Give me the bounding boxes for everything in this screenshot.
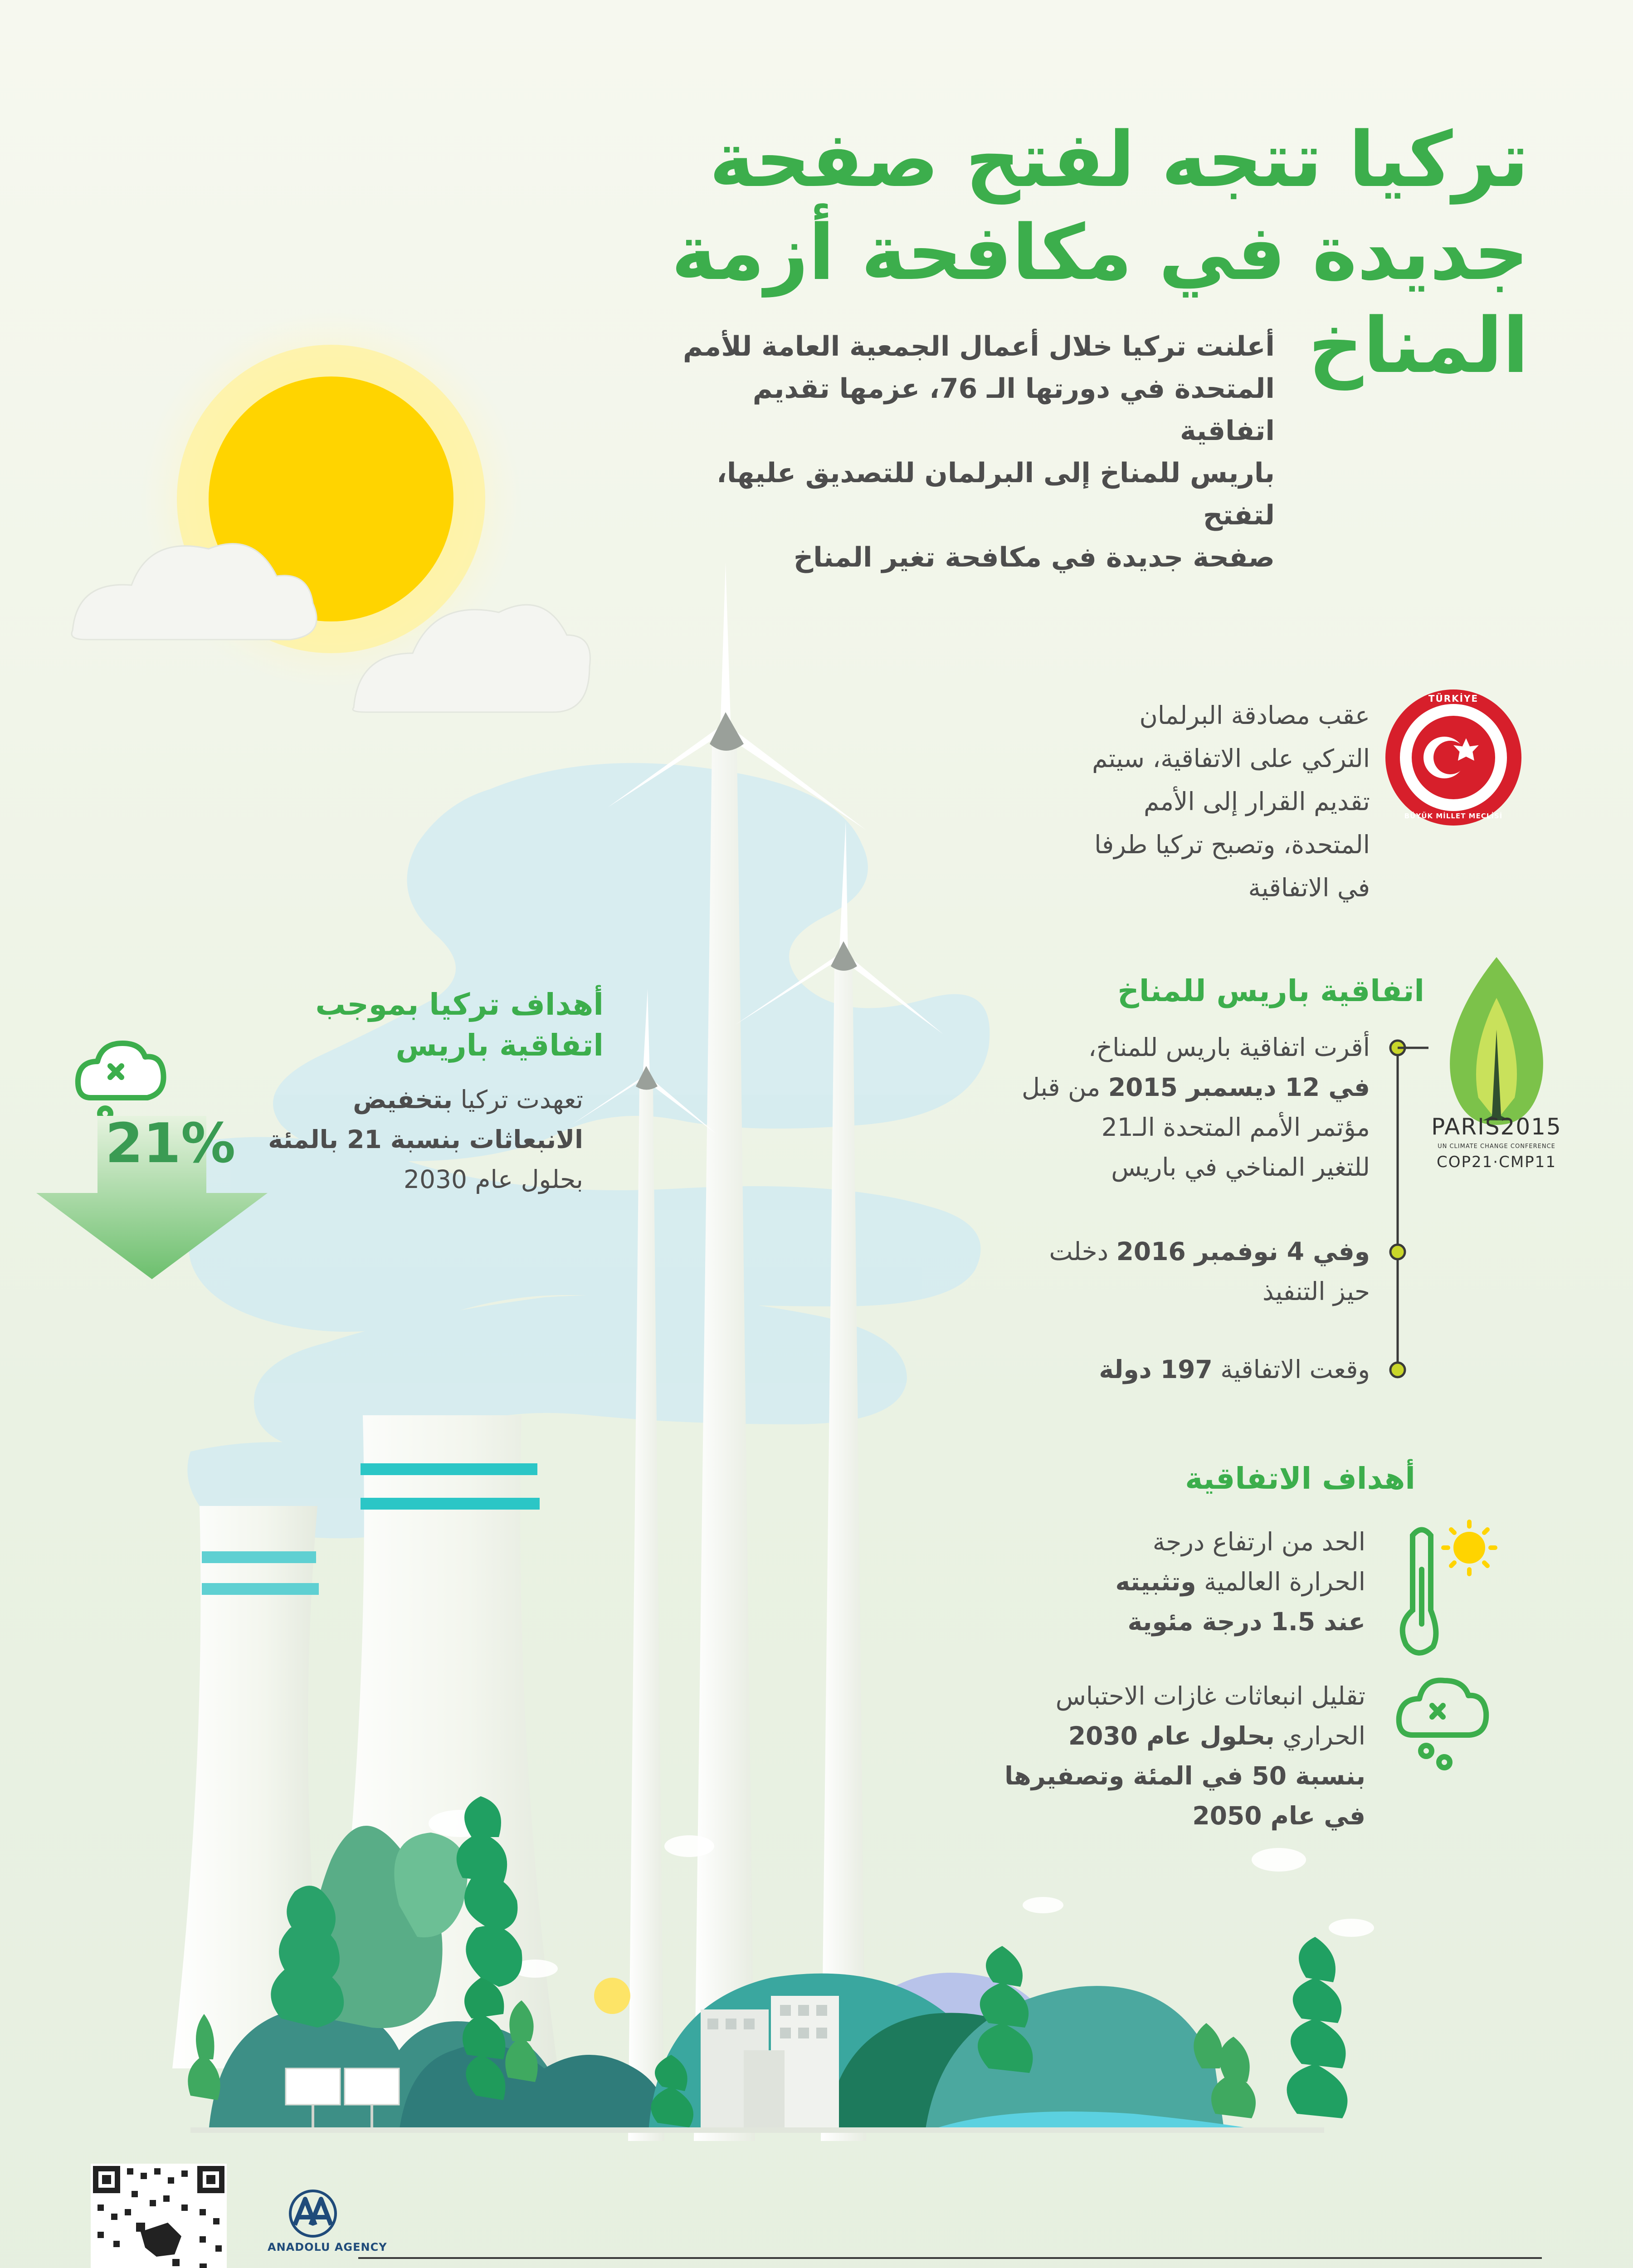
turkey-goals-heading [241,984,604,1066]
parliament-line-4: المتحدة، وتصبح تركيا طرفا [1094,830,1370,859]
paris-item-3 [871,1349,1370,1389]
turkey-goals-line-3: بحلول عام 2030 [404,1165,583,1194]
paris-item-2 [871,1232,1370,1311]
seal-top-text: TÜRKİYE [1428,693,1479,704]
paris-logo-main: PARIS2015 [1431,1114,1562,1140]
paris-item-1-line-2 [871,1067,1370,1107]
goal-1-line-2-bold: وتثبيته [1115,1567,1196,1596]
goal-2-line-4-bold: في عام 2050 [1192,1801,1365,1830]
intro-paragraph [672,326,1275,579]
parliament-paragraph [916,694,1370,909]
turkey-goals-paragraph [175,1080,583,1199]
parliament-line-3: تقديم القرار إلى الأمم [1143,787,1370,816]
turkey-goals-heading-line-1: أهداف تركيا بموجب [315,987,604,1022]
parliament-line-2: التركي على الاتفاقية، سيتم [1092,744,1370,773]
intro-line-2: المتحدة في دورتها الـ 76، عزمها تقديم اتفاقية [752,373,1275,447]
paris-agreement-heading: اتفاقية باريس للمناخ [1117,973,1424,1008]
goal-2 [844,1676,1365,1836]
reduction-percent: 21% [105,1112,236,1175]
timeline [1390,1041,1428,1377]
goal-2-line-2-rest: الحراري [1274,1721,1365,1750]
turkey-goals-line-2 [175,1119,583,1159]
goal-2-line-4 [844,1796,1365,1836]
paris-item-2-line-2: حيز التنفيذ [1263,1277,1370,1306]
goal-1-line-3 [867,1602,1365,1642]
qr-code [91,2164,227,2268]
paris-item-3-count: 197 دولة [1099,1355,1213,1384]
intro-line-4: صفحة جديدة في مكافحة تغير المناخ [793,542,1275,573]
paris-item-2-date: وفي 4 نوفمبر 2016 [1116,1237,1370,1266]
goal-2-line-2 [844,1716,1365,1756]
paris-logo-cop: COP21·CMP11 [1437,1153,1556,1171]
cloud-x-goal-icon [1399,1681,1486,1768]
thermometer-icon [1403,1530,1436,1653]
paris-item-2-line-1 [871,1232,1370,1271]
goals-heading: أهداف الاتفاقية [1185,1461,1415,1496]
parliament-line-5: في الاتفاقية [1248,873,1370,902]
goal-1-line-3-bold: عند 1.5 درجة مئوية [1127,1607,1365,1636]
intro-line-3: باريس للمناخ إلى البرلمان للتصديق عليها، لتفتح [717,457,1275,531]
title-line-2: جديدة في مكافحة أزمة [671,208,1529,297]
anadolu-agency-logo-icon [290,2191,336,2236]
paris-item-1 [871,1027,1370,1187]
goal-1 [867,1522,1365,1642]
turkey-goals-line-2-bold: الانبعاثات بنسبة 21 بالمئة [268,1125,583,1154]
goal-1-line-1: الحد من ارتفاع درجة [1152,1527,1365,1556]
turkish-parliament-seal-icon [1385,689,1521,826]
goal-1-line-2 [867,1562,1365,1602]
intro-line-1: أعلنت تركيا خلال أعمال الجمعية العامة للأمم [683,331,1275,362]
paris-item-1-date: في 12 ديسمبر 2015 [1108,1073,1370,1102]
goal-2-line-3 [844,1756,1365,1796]
parliament-line-1: عقب مصادقة البرلمان [1139,701,1370,730]
goal-2-line-2-bold: بحلول عام 2030 [1068,1721,1275,1750]
seal-bottom-text: BÜYÜK MİLLET MECLİSİ [1404,812,1503,820]
title-line-1: تركيا تتجه لفتح صفحة [709,115,1529,204]
paris-item-1-line-3: مؤتمر الأمم المتحدة الـ21 [1101,1113,1370,1142]
agency-name: ANADOLU AGENCY [268,2241,387,2253]
footer-divider [358,2257,1542,2259]
sun-small-icon [1443,1522,1495,1574]
paris-2015-logo [1450,957,1543,1125]
goal-2-line-3-bold: بنسبة 50 في المئة وتصفيرها [1004,1761,1365,1790]
paris-item-1-line-2-rest: من قبل [1022,1073,1108,1102]
paris-logo-sub: UN CLIMATE CHANGE CONFERENCE [1438,1143,1555,1150]
goal-1-line-2-rest: الحرارة العالمية [1196,1567,1365,1596]
title-line-3: المناخ [1308,301,1529,390]
turkey-goals-line-1-rest: تعهدت تركيا [453,1085,583,1114]
turkey-goals-line-1 [175,1080,583,1119]
turkey-goals-heading-line-2: اتفاقية باريس [395,1028,604,1063]
goal-2-line-1: تقليل انبعاثات غازات الاحتباس [1055,1681,1365,1711]
paris-item-1-line-4: للتغير المناخي في باريس [1111,1153,1370,1182]
paris-item-2-line-1-rest: دخلت [1049,1237,1116,1266]
paris-item-1-line-1: أقرت اتفاقية باريس للمناخ، [1088,1033,1370,1062]
turkey-goals-line-1-bold: بتخفيض [353,1085,453,1114]
paris-item-3-rest: وقعت الاتفاقية [1212,1355,1370,1384]
